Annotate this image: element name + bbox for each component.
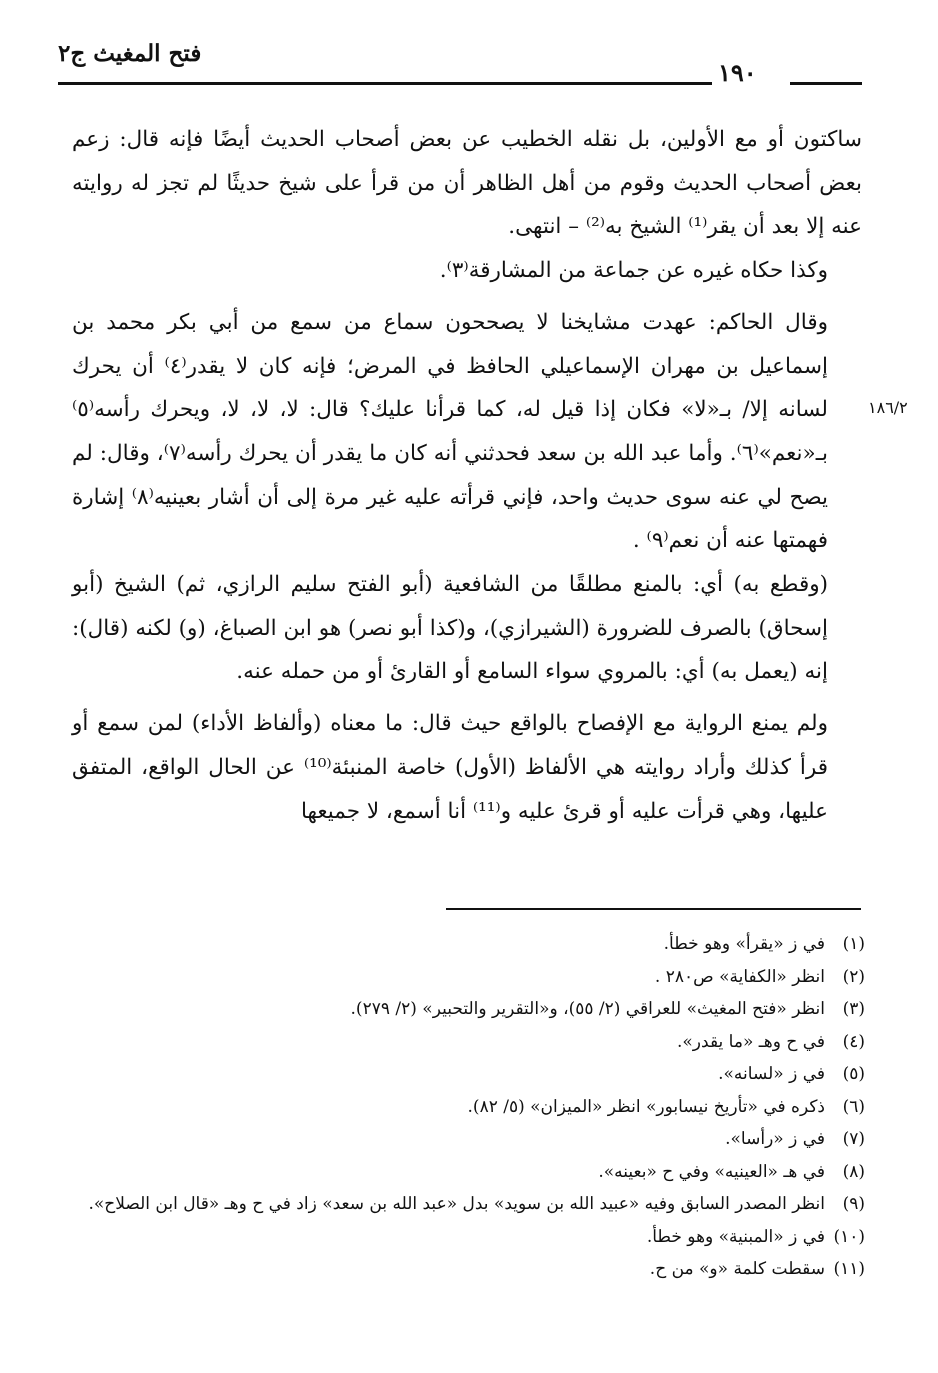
header-rule: [58, 82, 712, 85]
footnote-item: [80, 1156, 865, 1189]
footnote-number: (٥): [842, 1064, 865, 1084]
footnote-item: [80, 1026, 865, 1059]
footnote-number: (٧): [842, 1129, 865, 1149]
paragraph-1: ساكتون أو مع الأولين، بل نقله الخطيب عن بعض أصحاب الحديث أيضًا فإنه قال: زعم بعض أصحاب الحديث وقوم من أهل الظاهر أن من قرأ على شيخ حديثًا لم تجز له روايته عنه إلا بعد أن يقر⁽¹⁾ الشيخ به⁽²⁾ – انتهى.: [72, 127, 862, 240]
footnotes: [80, 928, 865, 1286]
paragraph-2: وكذا حكاه غيره عن جماعة من المشارقة⁽٣⁾.: [439, 258, 828, 284]
footnote-text: في ز «يقرأ» وهو خطأ.: [663, 934, 825, 954]
footnote-number: (٤): [842, 1031, 865, 1052]
footnote-item: [80, 1091, 865, 1124]
footnote-number: (١): [842, 934, 865, 954]
footnote-text: انظر «الكفاية» ص٢٨٠ .: [654, 966, 825, 987]
footnote-item: [80, 961, 865, 994]
footnote-item: [80, 1221, 865, 1254]
footnote-text: في ز «رأسا».: [725, 1129, 825, 1149]
running-header-title: فتح المغيث ج٢: [58, 40, 202, 67]
paragraph-3: وقال الحاكم: عهدت مشايخنا لا يصححون سماع من سمع من أبي بكر محمد بن إسماعيل بن مهران الإسماعيلي الحافظ في المرض؛ فإنه كان لا يقدر⁽٤⁾ أن يحرك لسانه إلا/ بـ«لا» فكان إذا قيل له، كما قرأنا عليك؟ قال: لا، لا، لا، ويحرك رأسه⁽٥⁾ بـ«نعم»⁽٦⁾. وأما عبد الله بن سعد فحدثني أنه كان ما يقدر أن يحرك رأسه⁽٧⁾، وقال: لم يصح لي عنه سوى حديث واحد، فإني قرأته عليه غير مرة إلى أن أشار بعينيه⁽٨⁾ إشارة فهمتها عنه أن نعم⁽٩⁾ .: [72, 309, 828, 554]
marginal-reference: ١٨٦/٢: [868, 398, 908, 417]
footnote-item: [80, 1123, 865, 1156]
footnote-number: (٦): [842, 1096, 865, 1117]
footnote-text: انظر المصدر السابق وفيه «عبيد الله بن سويد» بدل «عبد الله بن سعد» زاد في ح وهـ «قال ابن الصلاح».: [88, 1194, 825, 1214]
footnote-text: في ز «المبنية» وهو خطأ.: [646, 1226, 825, 1247]
footnote-text: في هـ «العينيه» وفي ح «بعينه».: [598, 1161, 825, 1182]
footnote-number: (٨): [842, 1161, 865, 1182]
paragraph-4: (وقطع به) أي: بالمنع مطلقًا من الشافعية (أبو الفتح سليم الرازي، ثم) الشيخ (أبو إسحاق) بالصرف للضرورة (الشيرازي)، و(كذا أبو نصر) هو ابن الصباغ، (و) لكنه (قال): إنه (يعمل به) أي: بالمروي سواء السامع أو القارئ أو من حمله عنه.: [72, 572, 828, 685]
footnote-item: [80, 1058, 865, 1091]
footnote-number: (١١): [833, 1259, 865, 1279]
footnote-number: (٣): [842, 999, 865, 1019]
main-text: [72, 118, 862, 833]
footnote-number: (٢): [842, 966, 865, 987]
footnote-item: [80, 928, 865, 961]
footnote-item: [80, 1188, 865, 1221]
footnote-text: ذكره في «تأريخ نيسابور» انظر «الميزان» (٥/ ٨٢).: [467, 1096, 825, 1117]
header-rule-right: [790, 82, 862, 85]
footnote-number: (٩): [842, 1194, 865, 1214]
footnote-text: في ح وهـ «ما يقدر».: [677, 1031, 825, 1052]
footnote-text: سقطت كلمة «و» من ح.: [649, 1259, 825, 1279]
footnote-text: انظر «فتح المغيث» للعراقي (٢/ ٥٥)، و«التقرير والتحبير» (٢/ ٢٧٩).: [350, 999, 825, 1019]
page-number: ١٩٠: [718, 58, 757, 87]
footnote-number: (١٠): [833, 1226, 865, 1247]
paragraph-5: ولم يمنع الرواية مع الإفصاح بالواقع حيث قال: ما معناه (وألفاظ الأداء) لمن سمع أو قرأ كذلك وأراد روايته هي الألفاظ (الأول) خاصة المنبئة⁽¹⁰⁾ عن الحال الواقع، المتفق عليها، وهي قرأت عليه أو قرئ عليه و⁽¹¹⁾ أنا أسمع، لا جميعها: [72, 711, 828, 824]
footnote-text: في ز «لسانه».: [718, 1064, 825, 1084]
footnote-item: [80, 1253, 865, 1286]
footnote-separator: [446, 908, 861, 910]
footnote-item: [80, 993, 865, 1026]
